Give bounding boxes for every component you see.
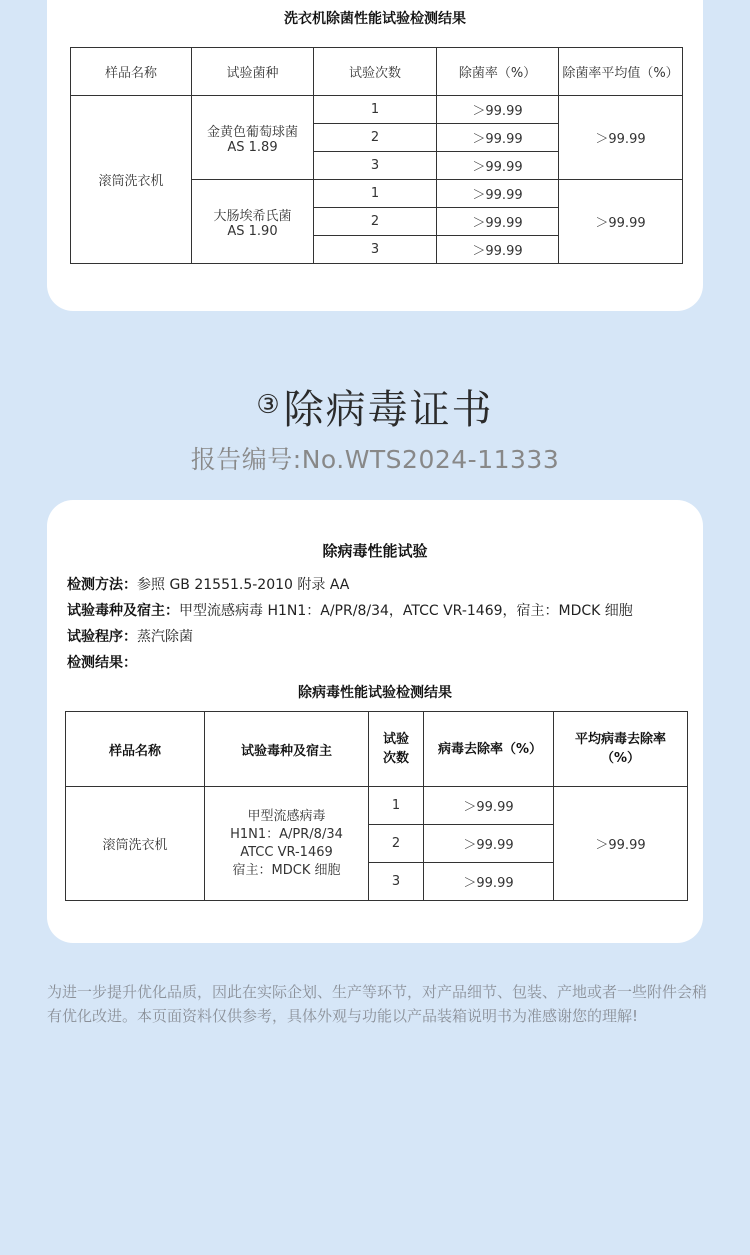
strain-code: AS 1.90	[227, 223, 278, 239]
removal-rate: ＞99.99	[437, 236, 559, 264]
header-average: 平均病毒去除率（%）	[554, 712, 688, 787]
average-rate: ＞99.99	[559, 180, 683, 264]
header-trials: 试验次数	[369, 712, 424, 787]
header-rate: 病毒去除率（%）	[424, 712, 554, 787]
removal-rate: ＞99.99	[437, 180, 559, 208]
info-label: 试验毒种及宿主：	[67, 603, 179, 619]
info-label: 检测结果：	[67, 655, 137, 671]
strain-host-cell	[205, 787, 369, 901]
trial-number: 1	[314, 96, 437, 124]
info-value: 参照 GB 21551.5-2010 附录 AA	[137, 577, 350, 593]
info-procedure	[67, 626, 193, 646]
bacteria-table-title: 洗衣机除菌性能试验检测结果	[284, 11, 466, 27]
trial-number: 3	[369, 863, 424, 901]
strain-name: 大肠埃希氏菌	[213, 208, 292, 224]
trial-number: 2	[314, 208, 437, 236]
virus-test-title: 除病毒性能试验	[322, 542, 428, 560]
table-row	[66, 787, 688, 825]
trial-number: 1	[369, 787, 424, 825]
average-rate: ＞99.99	[559, 96, 683, 180]
info-label: 试验程序：	[67, 629, 137, 645]
removal-rate: ＞99.99	[424, 825, 554, 863]
report-number: 报告编号:No.WTS2024-11333	[190, 445, 560, 474]
strain-cell	[192, 180, 314, 264]
trial-number: 1	[314, 180, 437, 208]
trial-number: 2	[314, 124, 437, 152]
header-average: 除菌率平均值（%）	[559, 48, 683, 96]
disclaimer-text: 为进一步提升优化品质，因此在实际企划、生产等环节，对产品细节、包装、产地或者一些附件会稍有优化改进。本页面资料仅供参考，具体外观与功能以产品装箱说明书为准感谢您的理解!	[47, 983, 708, 1025]
table-header-row	[66, 712, 688, 787]
virus-results-card	[47, 500, 703, 943]
bacteria-results-card	[47, 0, 703, 311]
trial-number: 3	[314, 236, 437, 264]
sample-name: 滚筒洗衣机	[66, 787, 205, 901]
info-value: 蒸汽除菌	[137, 629, 193, 645]
header-strain-host: 试验毒种及宿主	[205, 712, 369, 787]
bacteria-results-table	[70, 47, 683, 264]
virus-results-table	[65, 711, 688, 901]
header-sample: 样品名称	[71, 48, 192, 96]
strain-line: ATCC VR-1469	[240, 844, 333, 860]
section-number: ③	[256, 390, 282, 420]
removal-rate: ＞99.99	[437, 124, 559, 152]
trial-number: 3	[314, 152, 437, 180]
removal-rate: ＞99.99	[424, 787, 554, 825]
header-trials: 试验次数	[314, 48, 437, 96]
strain-cell	[192, 96, 314, 180]
info-method	[67, 574, 349, 594]
info-value: 甲型流感病毒 H1N1：A/PR/8/34，ATCC VR-1469，宿主：MDCK 细胞	[179, 603, 633, 619]
header-rate: 除菌率（%）	[437, 48, 559, 96]
info-label: 检测方法：	[67, 577, 137, 593]
table-row	[71, 96, 683, 124]
trial-number: 2	[369, 825, 424, 863]
strain-line: H1N1：A/PR/8/34	[230, 826, 343, 842]
section-title: 除病毒证书	[283, 387, 494, 433]
table-header-row	[71, 48, 683, 96]
strain-name: 金黄色葡萄球菌	[206, 124, 298, 140]
strain-line: 宿主：MDCK 细胞	[232, 862, 341, 878]
header-strain: 试验菌种	[192, 48, 314, 96]
removal-rate: ＞99.99	[424, 863, 554, 901]
info-result	[67, 652, 137, 672]
header-sample: 样品名称	[66, 712, 205, 787]
virus-table-title: 除病毒性能试验检测结果	[298, 685, 452, 701]
average-rate: ＞99.99	[554, 787, 688, 901]
strain-line: 甲型流感病毒	[247, 808, 326, 824]
removal-rate: ＞99.99	[437, 152, 559, 180]
strain-code: AS 1.89	[227, 139, 278, 155]
removal-rate: ＞99.99	[437, 96, 559, 124]
removal-rate: ＞99.99	[437, 208, 559, 236]
section-heading	[0, 378, 750, 435]
sample-name: 滚筒洗衣机	[71, 96, 192, 264]
info-strain-host	[67, 600, 633, 620]
